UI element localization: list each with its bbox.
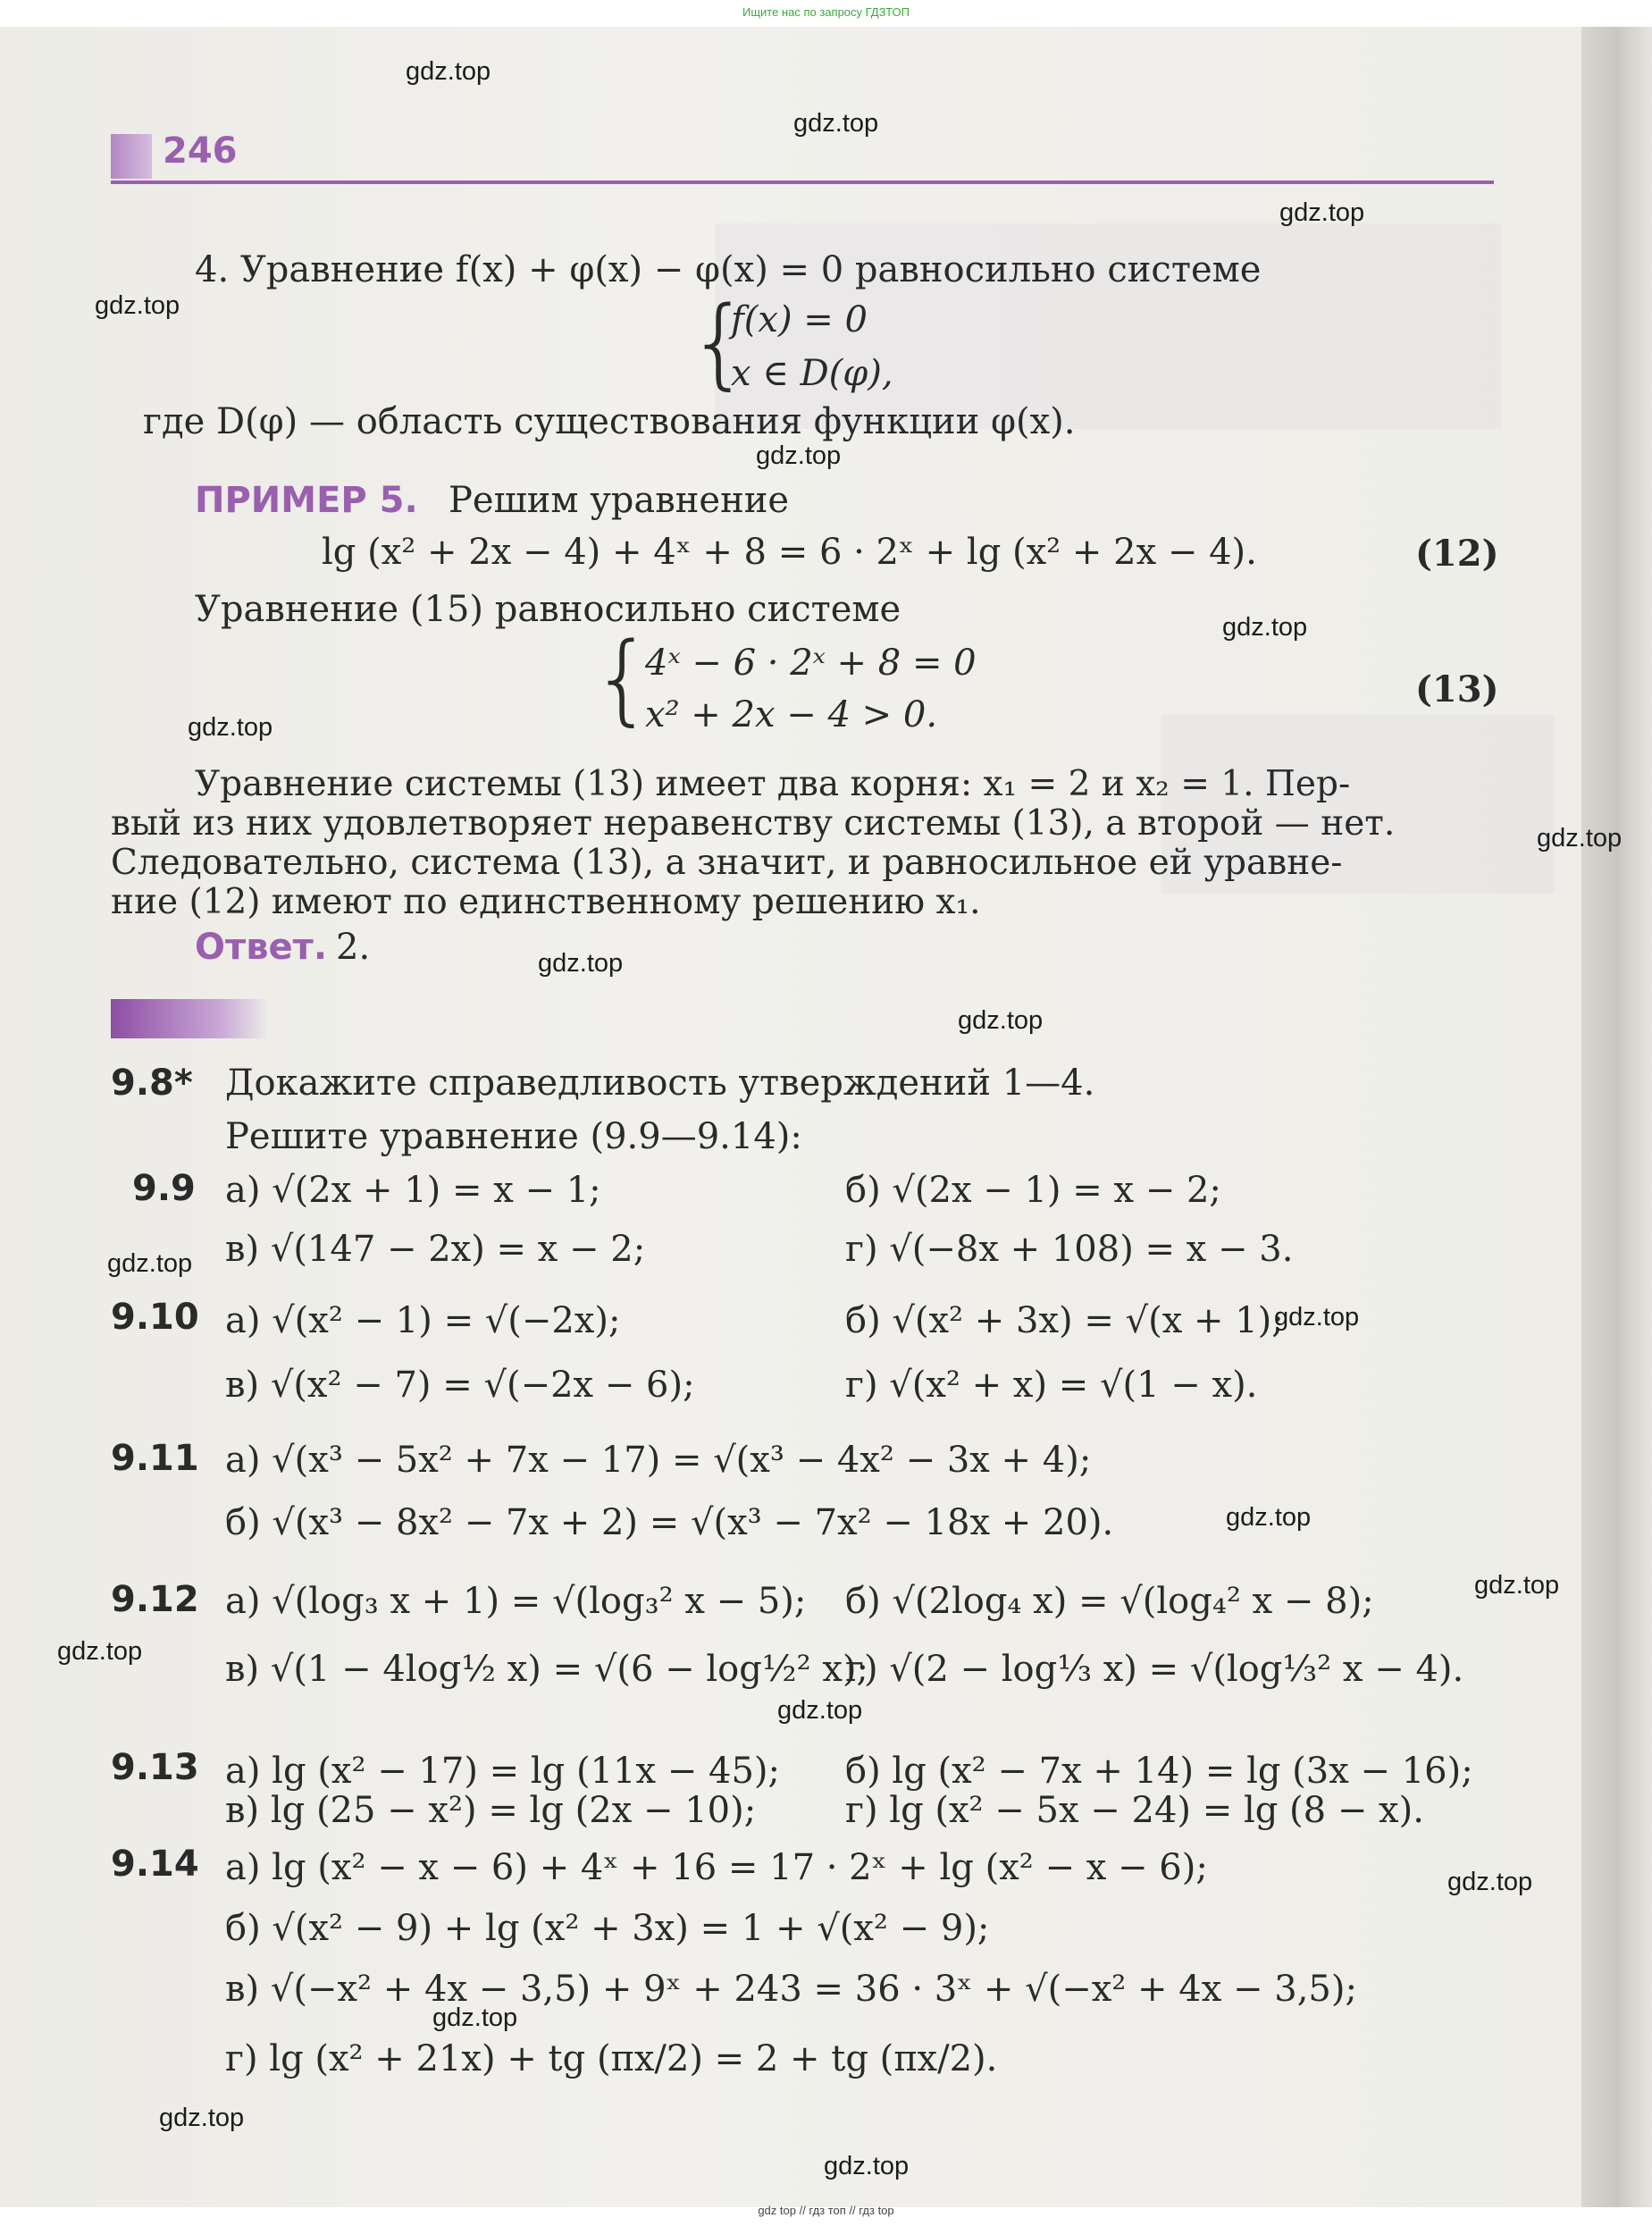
statement4-system-line1: f(x) = 0	[731, 299, 868, 340]
watermark: gdz.top	[1222, 613, 1308, 642]
system-brace: {	[591, 621, 654, 735]
watermark: gdz.top	[57, 1637, 143, 1666]
watermark: gdz.top	[1537, 824, 1623, 853]
exercise-item: а) √(x² − 1) = √(−2x);	[225, 1300, 621, 1341]
example-intro: Решим уравнение	[449, 480, 790, 521]
exercise-number: 9.12	[111, 1579, 199, 1620]
exercise-item: а) lg (x² − 17) = lg (11x − 45);	[225, 1751, 780, 1792]
exercise-number: 9.11	[111, 1438, 199, 1479]
example-paragraph-line2: вый из них удовлетворяет неравенству системы (13), а второй — нет.	[111, 803, 1396, 844]
header-rule	[111, 181, 1494, 184]
example-system-line2: x² + 2x − 4 > 0.	[645, 694, 938, 735]
example-paragraph-line1: Уравнение системы (13) имеет два корня: x₁ = 2 и x₂ = 1. Пер-	[195, 764, 1351, 804]
example-system-line1: 4ˣ − 6 · 2ˣ + 8 = 0	[645, 643, 977, 684]
watermark: gdz.top	[1447, 1868, 1533, 1896]
exercise-item: г) √(2 − log⅓ x) = √(log⅓² x − 4).	[845, 1649, 1464, 1690]
exercise-item: г) √(x² + x) = √(1 − x).	[845, 1365, 1258, 1406]
example-label: ПРИМЕР 5.	[195, 480, 418, 521]
watermark: gdz.top	[188, 713, 273, 742]
bottom-banner: gdz top // гдз топ // гдз top	[758, 2204, 894, 2217]
watermark: gdz.top	[793, 109, 879, 138]
page-number: 246	[163, 130, 238, 172]
watermark: gdz.top	[406, 57, 491, 86]
watermark: gdz.top	[159, 2104, 245, 2132]
watermark: gdz.top	[756, 441, 842, 470]
watermark: gdz.top	[1274, 1303, 1360, 1331]
watermark: gdz.top	[432, 2003, 518, 2032]
exercise-item: б) √(x² − 9) + lg (x² + 3x) = 1 + √(x² − 9);	[225, 1908, 990, 1949]
watermark: gdz.top	[538, 949, 624, 978]
exercise-number: 9.8*	[111, 1063, 193, 1104]
exercise-item: б) lg (x² − 7x + 14) = lg (3x − 16);	[845, 1751, 1473, 1792]
example-paragraph-line3: Следовательно, система (13), а значит, и равносильное ей уравне-	[111, 843, 1343, 883]
exercise-item: г) lg (x² − 5x − 24) = lg (8 − x).	[845, 1790, 1424, 1831]
exercise-item: б) √(x² + 3x) = √(x + 1);	[845, 1300, 1284, 1341]
statement4-line1: 4. Уравнение f(x) + φ(x) − φ(x) = 0 равносильно системе	[195, 249, 1262, 290]
statement4-system-line2: x ∈ D(φ),	[731, 353, 893, 394]
book-spine	[1581, 27, 1652, 2207]
watermark: gdz.top	[824, 2152, 910, 2180]
exercises-section-bar	[111, 999, 267, 1038]
top-banner: Ищите нас по запросу ГДЗТОП	[742, 5, 910, 19]
exercise-item: б) √(x³ − 8x² − 7x + 2) = √(x³ − 7x² − 18x + 20).	[225, 1502, 1114, 1543]
exercise-item: в) √(1 − 4log½ x) = √(6 − log½² x);	[225, 1649, 868, 1690]
header-color-block	[111, 134, 152, 179]
exercise-item: а) √(2x + 1) = x − 1;	[225, 1170, 601, 1211]
system-brace: {	[688, 285, 751, 399]
watermark: gdz.top	[777, 1696, 863, 1725]
answer-label: Ответ.	[195, 927, 328, 968]
exercise-instruction: Решите уравнение (9.9—9.14):	[225, 1116, 802, 1157]
watermark: gdz.top	[1226, 1503, 1312, 1532]
exercise-item: в) √(−x² + 4x − 3,5) + 9ˣ + 243 = 36 · 3ˣ + √(−x² + 4x − 3,5);	[225, 1969, 1357, 2010]
example-equivalence: Уравнение (15) равносильно системе	[195, 589, 901, 630]
exercise-item: б) √(2x − 1) = x − 2;	[845, 1170, 1221, 1211]
exercise-number: 9.9	[132, 1168, 196, 1209]
watermark: gdz.top	[1279, 198, 1365, 227]
watermark: gdz.top	[958, 1006, 1044, 1035]
watermark: gdz.top	[95, 291, 180, 320]
exercise-item: в) lg (25 − x²) = lg (2x − 10);	[225, 1790, 757, 1831]
statement4-line3: где D(φ) — область существования функции φ(x).	[143, 401, 1076, 442]
exercise-text: Докажите справедливость утверждений 1—4.	[225, 1063, 1095, 1104]
exercise-item: а) lg (x² − x − 6) + 4ˣ + 16 = 17 · 2ˣ + lg (x² − x − 6);	[225, 1847, 1208, 1888]
system-number: (13)	[1415, 668, 1499, 710]
exercise-item: г) √(−8x + 108) = x − 3.	[845, 1229, 1294, 1270]
exercise-item: г) lg (x² + 21x) + tg (πx/2) = 2 + tg (πx/2).	[225, 2038, 998, 2079]
exercise-item: а) √(log₃ x + 1) = √(log₃² x − 5);	[225, 1581, 807, 1622]
answer-value: 2.	[336, 927, 371, 968]
watermark: gdz.top	[1474, 1571, 1560, 1600]
watermark: gdz.top	[107, 1249, 193, 1278]
exercise-item: а) √(x³ − 5x² + 7x − 17) = √(x³ − 4x² − 3x + 4);	[225, 1440, 1092, 1481]
exercise-number: 9.13	[111, 1747, 199, 1788]
example-paragraph-line4: ние (12) имеют по единственному решению x₁.	[111, 882, 981, 922]
example-equation: lg (x² + 2x − 4) + 4ˣ + 8 = 6 · 2ˣ + lg (x² + 2x − 4).	[322, 532, 1257, 573]
equation-number: (12)	[1415, 533, 1499, 575]
exercise-item: б) √(2log₄ x) = √(log₄² x − 8);	[845, 1581, 1374, 1622]
exercise-number: 9.14	[111, 1844, 199, 1885]
exercise-item: в) √(147 − 2x) = x − 2;	[225, 1229, 646, 1270]
exercise-item: в) √(x² − 7) = √(−2x − 6);	[225, 1365, 695, 1406]
exercise-number: 9.10	[111, 1297, 199, 1338]
